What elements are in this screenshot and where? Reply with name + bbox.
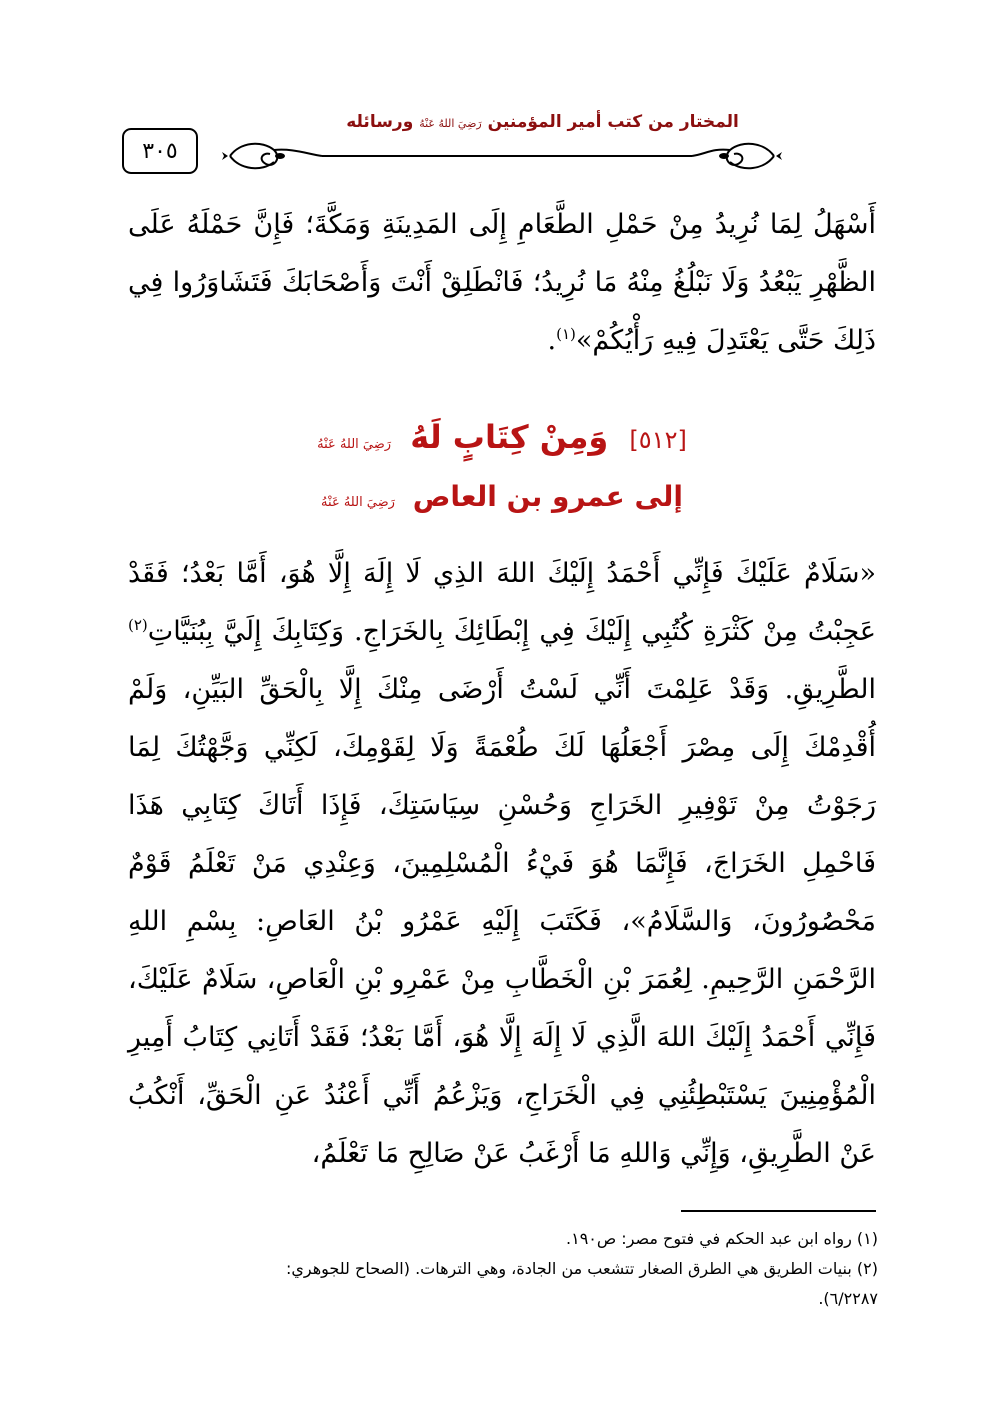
footnote-text: بنيات الطريق هي الطرق الصغار تتشعب من الجادة، وهي الترهات. (الصحاح للجوهري:: [285, 1259, 852, 1278]
body-paragraph-top: [128, 196, 876, 370]
footnote-item: [128, 1254, 878, 1284]
body-line: كِتَابُ أَمِيرِ الْمُؤْمِنِينَ يَسْتَبْطِئُنِي فِي الْخَرَاجِ، وَيَزْعُمُ أَنِّي أَعْنُدُ عَنِ: [128, 1022, 876, 1111]
body-line: «سَلَامٌ عَلَيْكَ فَإِنِّي أَحْمَدُ إِلَيْكَ اللهَ الذِي لَا إِلَهَ إِلَّا هُوَ، أَمَّا بَعْدُ؛: [180, 558, 876, 589]
footnote-text: رواه ابن عبد الحكم في فتوح مصر: ص١٩٠.: [566, 1229, 852, 1248]
footnote-ref-2: (٢): [128, 616, 148, 634]
body-line: الظَّهْرِ يَبْعُدُ وَلَا نَبْلُغُ مِنْهُ مَا نُرِيدُ؛ فَانْطَلِقْ أَنْتَ وَأَصْحَابَكَ فَتَشَاوَرُوا فِي: [128, 267, 876, 298]
section-title: وَمِنْ كِتَابٍ لَهُ: [410, 418, 609, 456]
body-line: أَسْهَلُ لِمَا نُرِيدُ مِنْ حَمْلِ الطَّعَامِ إِلَى المَدِينَةِ وَمَكَّةَ؛ فَإِنَّ حَمْلَهُ عَلَى: [128, 209, 876, 240]
body-line: البَيِّنِ، وَلَمْ أُقْدِمْكَ إِلَى مِصْرَ أَجْعَلُهَا لَكَ طُعْمَةً وَلَا لِقَوْمِكَ، لَكِنِّي: [128, 674, 876, 763]
footnote-number: (٢): [856, 1259, 878, 1278]
section-subtitle-honorific: رَضِيَ اللهُ عَنْهُ: [321, 495, 395, 510]
body-line: قَوْمٌ مَحْصُورُونَ، وَالسَّلَامُ»، فَكَتَبَ إِلَيْهِ عَمْرُو بْنُ العَاصِ: بِسْمِ اللهِ: [128, 848, 876, 937]
body-paragraph-letter: [128, 545, 876, 1183]
section-heading: [128, 418, 876, 456]
body-line: بِبُنَيَّاتِ: [147, 616, 214, 647]
running-title: [305, 112, 780, 132]
page-number: ٣٠٥: [122, 128, 198, 174]
section-honorific: رَضِيَ اللهُ عَنْهُ: [317, 437, 392, 452]
body-line: الطَّرِيقِ. وَقَدْ عَلِمْتَ أَنِّي لَسْتُ أَرْضَى مِنْكَ إِلَّا بِالْحَقِّ: [259, 674, 876, 705]
footnote-continuation: ٦/٢٢٨٧).: [818, 1289, 878, 1308]
running-title-main: المختار من كتب أمير المؤمنين: [487, 112, 739, 132]
footnote-number: (١): [856, 1229, 878, 1248]
body-line: عَلَيْكَ، فَإِنِّي أَحْمَدُ إِلَيْكَ اللهَ الَّذِي لَا إِلَهَ إِلَّا هُوَ، أَمَّا بَعْدُ؛ فَقَدْ أَتَانِي: [128, 964, 876, 1053]
body-line: الْحَقِّ، أَنْكُبُ عَنْ الطَّرِيقِ، وَإِنِّي وَاللهِ مَا أَرْغَبُ عَنْ صَالِحِ مَا تَعْلَمُ،: [128, 1080, 876, 1169]
running-title-honorific: رَضِيَ اللهُ عَنْهُ: [419, 117, 482, 130]
body-line: الرَّحْمَنِ الرَّحِيمِ. لِعُمَرَ بْنِ الْخَطَّابِ مِنْ عَمْرِو بْنِ الْعَاصِ، سَلَامٌ: [201, 964, 876, 995]
section-subtitle: [128, 480, 876, 513]
footnotes: [128, 1224, 878, 1314]
body-line: فَقَدْ عَجِبْتُ مِنْ كَثْرَةِ كُتُبِي إِلَيْكَ فِي إِبْطَائِكَ بِالخَرَاجِ. وَكِتَابِكَ إِلَيَّ: [128, 558, 876, 647]
body-line: كِتَابِي هَذَا فَاحْمِلِ الخَرَاجَ، فَإِنَّمَا هُوَ فَيْءُ الْمُسْلِمِينَ، وَعِنْدِي مَنْ تَعْلَمُ: [128, 790, 876, 879]
body-line-end: .: [547, 325, 557, 356]
body-line: ذَلِكَ حَتَّى يَعْتَدِلَ فِيهِ رَأْيُكُمْ»: [575, 325, 876, 356]
section-number: [٥١٢]: [629, 426, 687, 454]
footnote-item: [128, 1224, 878, 1254]
running-title-end: ورسائله: [346, 112, 414, 132]
footnote-ref-1: (١): [556, 325, 576, 343]
body-line: وَجَّهْتُكَ لِمَا رَجَوْتُ مِنْ تَوْفِيرِ الخَرَاجِ وَحُسْنِ سِيَاسَتِكَ، فَإِذَا أَتَاكَ: [128, 732, 876, 821]
section-subtitle-text: إلى عمرو بن العاص: [412, 480, 683, 513]
page-header: [110, 100, 900, 210]
footnote-divider: [681, 1210, 876, 1212]
